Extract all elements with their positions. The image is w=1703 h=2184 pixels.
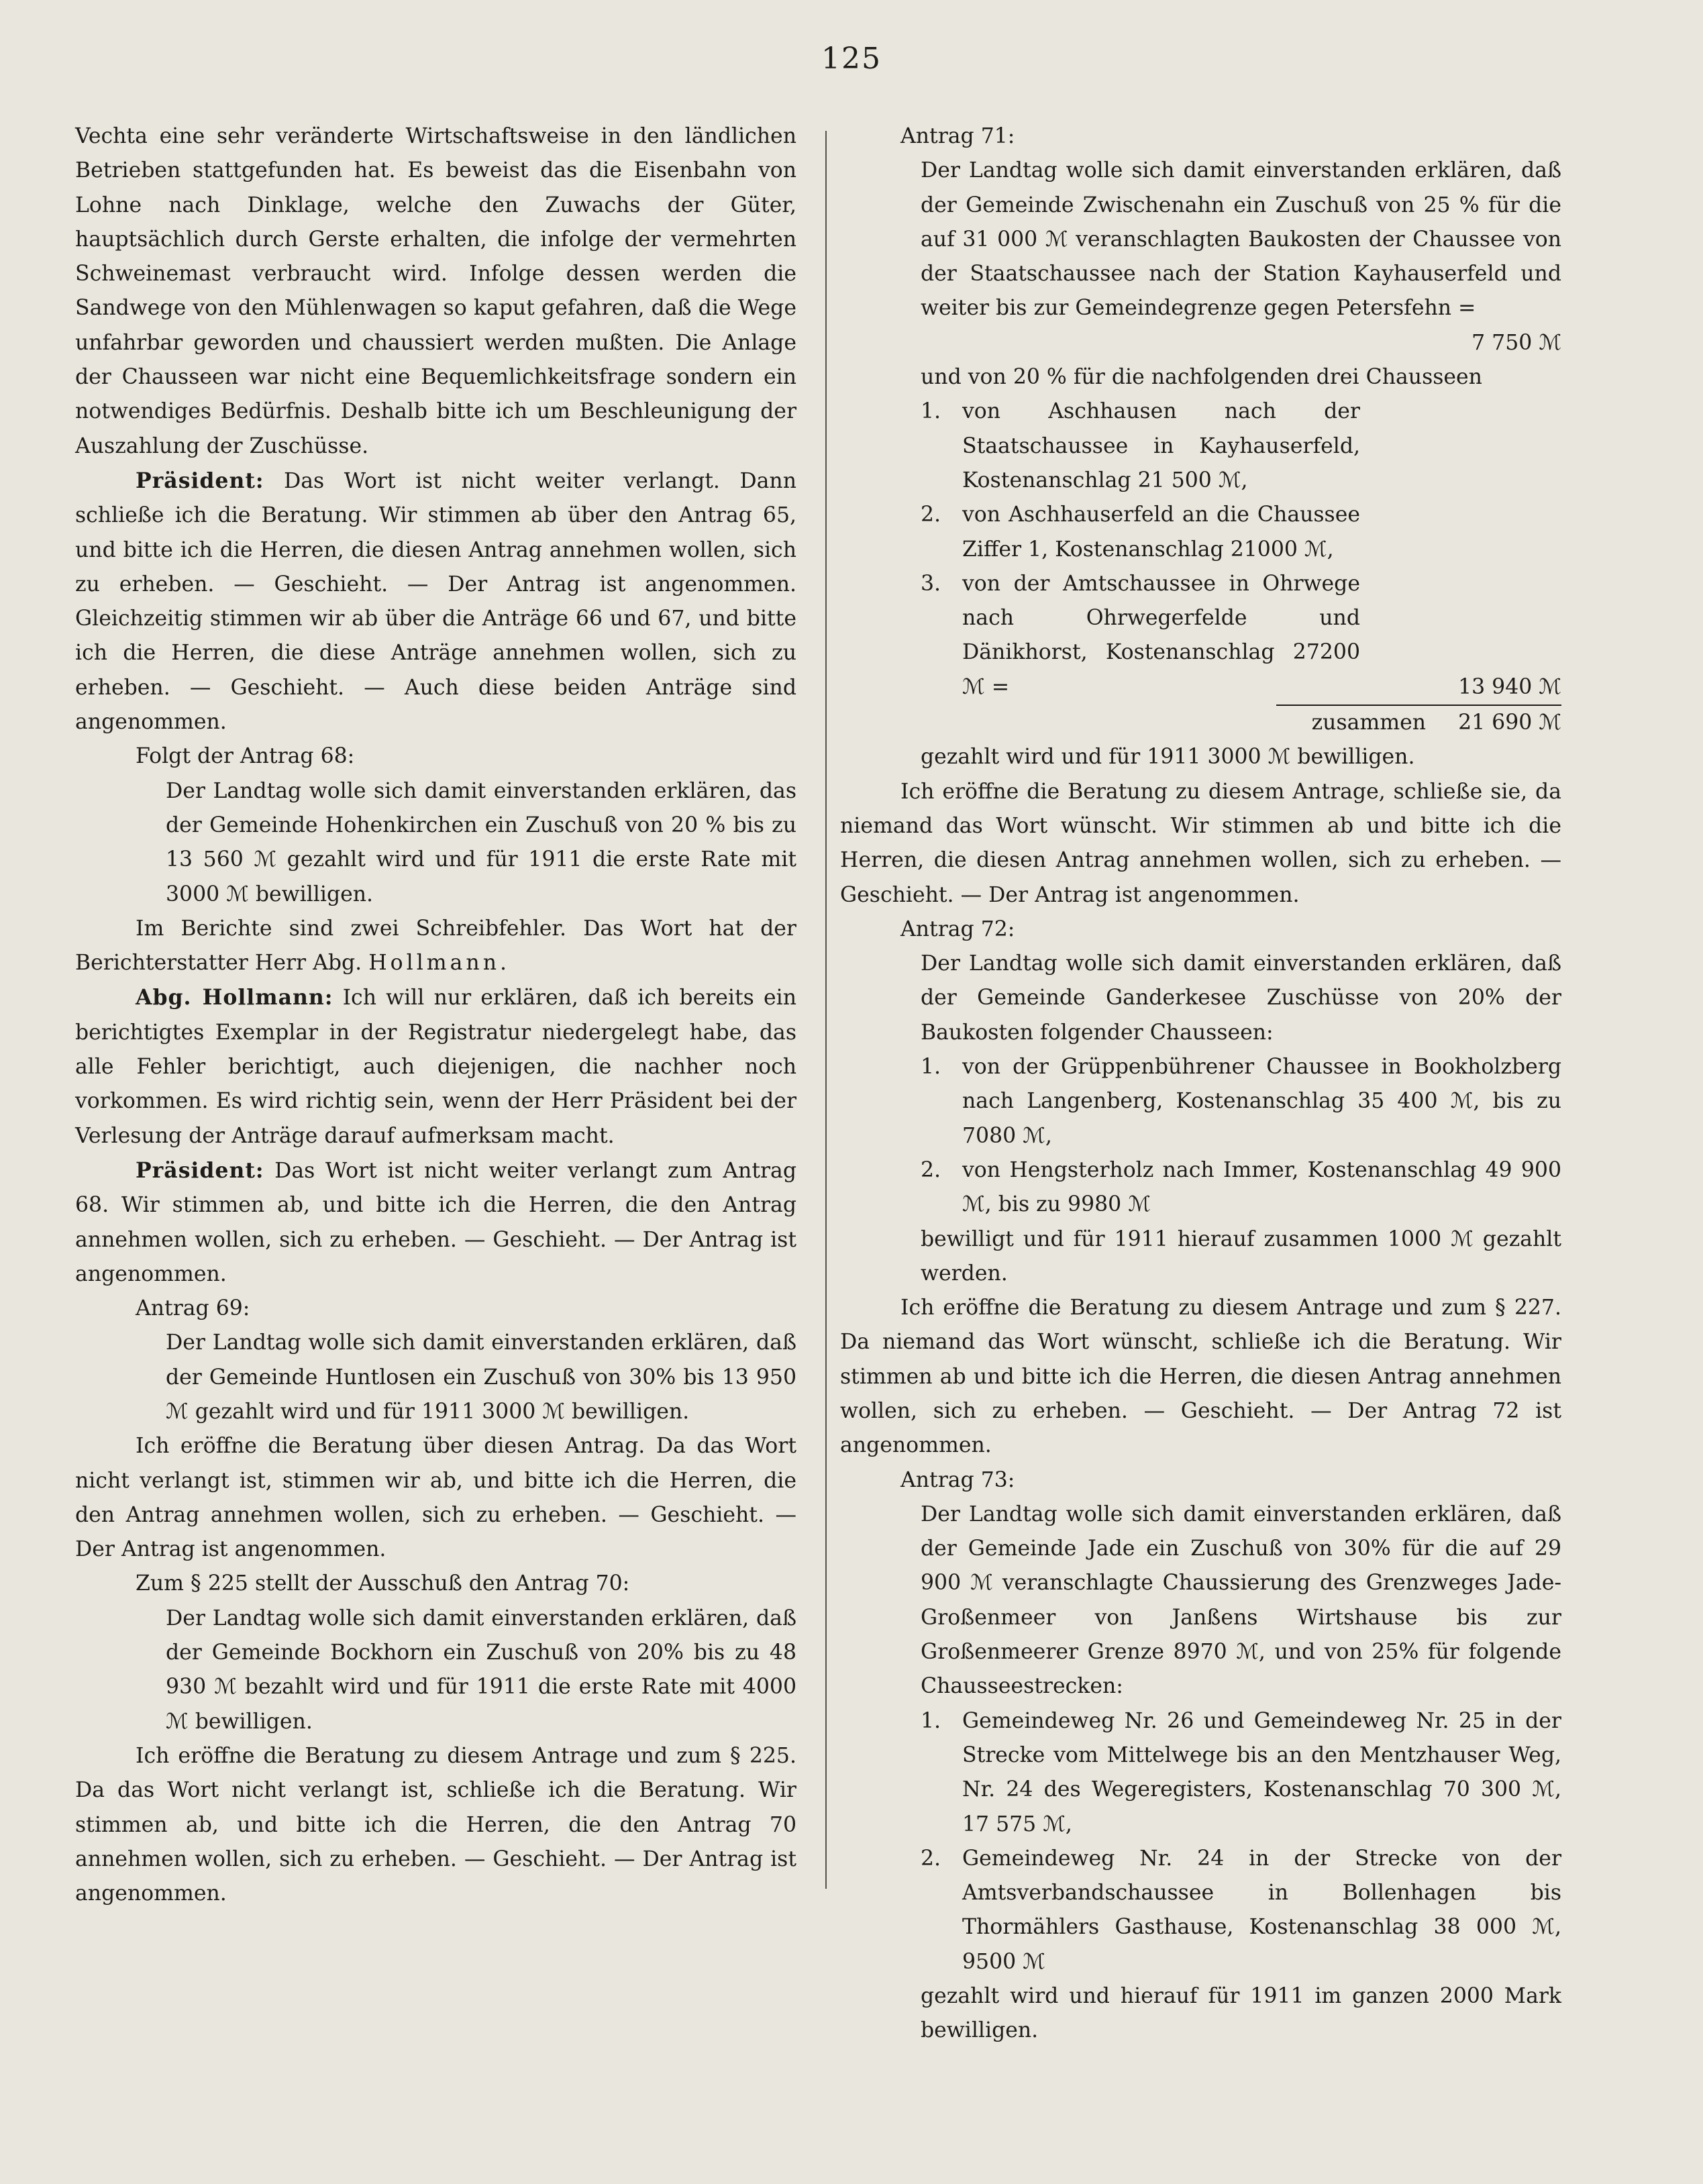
list-item	[921, 1050, 1561, 1153]
left-column	[75, 119, 796, 1911]
item-text: Gemeindeweg Nr. 24 in der Strecke von der Amtsverbandschaussee in Bollenhagen bis Thormählers Gasthause, Kostenanschlag 38 000 ℳ, 9500 ℳ	[962, 1846, 1561, 1974]
motion-73-list	[921, 1704, 1561, 1979]
motion-72-end: bewilligt und für 1911 hierauf zusammen 1000 ℳ gezahlt werden.	[921, 1227, 1561, 1286]
item-text	[962, 567, 1561, 705]
motion-73-intro: Der Landtag wolle sich damit einverstanden erklären, daß der Gemeinde Jade ein Zuschuß von 30% für die auf 29 900 ℳ veranschlagte Chaussierung des Grenzweges Jade-Großenmeer von Janßens Wirtshause bis zur Großenmeerer Grenze 8970 ℳ, und von 25% für folgende Chausseestrecken:	[921, 1502, 1561, 1699]
folgt-antrag-68: Folgt der Antrag 68:	[136, 744, 355, 769]
item-text: von Hengsterholz nach Immer, Kostenanschlag 49 900 ℳ, bis zu 9980 ℳ	[962, 1157, 1561, 1217]
speech-text: Ich will nur erklären, daß ich bereits ein berichtigtes Exemplar in der Registratur niedergelegt habe, das alle Fehler berichtigt, auch diejenigen, die nachher noch vorkommen. Es wird richtig sein, wenn der Herr Präsident bei der Verlesung der Anträge darauf aufmerksam macht.	[75, 986, 796, 1148]
list-item	[921, 498, 1561, 567]
column-divider	[825, 131, 827, 1889]
list-item	[921, 395, 1561, 498]
total-line	[1276, 705, 1561, 740]
amount-value: 13 940 ℳ	[1458, 674, 1561, 699]
paragraph-vechta: Vechta eine sehr veränderte Wirtschaftsweise in den ländlichen Betrieben stattgefunden hat. Es beweist das die Eisenbahn von Lohne nach Dinklage, welche den Zuwachs der Güter, hauptsächlich durch Gerste erhalten, die infolge der vermehrten Schweinemast verbraucht wird. Infolge dessen werden die Sandwege von den Mühlenwagen so kaput gefahren, daß die Wege unfahrbar geworden und chaussiert werden mußten. Die Anlage der Chausseen war nicht eine Bequemlichkeitsfrage sondern ein notwendiges Bedürfnis. Deshalb bitte ich um Beschleunigung der Auszahlung der Zuschüsse.	[75, 124, 796, 458]
page-number: 125	[821, 42, 882, 76]
antrag-73-label: Antrag 73:	[900, 1467, 1015, 1492]
bericht-end: .	[500, 951, 507, 976]
item-number: 1.	[921, 1708, 941, 1733]
item-number: 2.	[921, 1846, 941, 1871]
motion-71	[840, 154, 1561, 774]
motion-72	[840, 947, 1561, 1291]
antrag-69-label: Antrag 69:	[136, 1296, 250, 1321]
speaker-label: Präsident:	[136, 468, 264, 493]
item-number: 1.	[921, 399, 941, 424]
item-number: 2.	[921, 1157, 941, 1182]
motion-71-list	[921, 395, 1561, 705]
motion-73	[840, 1498, 1561, 2048]
paragraph-praesident-2	[75, 1153, 796, 1292]
item-number: 3.	[921, 571, 941, 596]
motion-text-69: Der Landtag wolle sich damit einverstanden erklären, daß der Gemeinde Huntlosen ein Zuschuß von 30% bis 13 950 ℳ gezahlt wird und für 1911 3000 ℳ bewilligen.	[166, 1331, 796, 1424]
motion-71-intro: Der Landtag wolle sich damit einverstanden erklären, daß der Gemeinde Zwischenahn ein Zuschuß von 25 % für die auf 31 000 ℳ veranschlagten Baukosten der Chaussee von der Staatschaussee nach der Station Kayhauserfeld und weiter bis zur Gemeindegrenze gegen Petersfehn =	[921, 158, 1561, 321]
paragraph-beratung-72: Ich eröffne die Beratung zu diesem Antrage und zum § 227. Da niemand das Wort wünscht, schließe ich die Beratung. Wir stimmen ab und bitte ich die Herren, die diesen Antrag annehmen wollen, sich zu erheben. — Geschieht. — Der Antrag 72 ist angenommen.	[840, 1296, 1561, 1458]
motion-text-71	[921, 154, 1561, 325]
paragraph-bericht	[75, 912, 796, 981]
item-text: Gemeindeweg Nr. 26 und Gemeindeweg Nr. 25 in der Strecke vom Mittelwege bis an den Mentzhauser Weg, Nr. 24 des Wegeregisters, Kostenanschlag 70 300 ℳ, 17 575 ℳ,	[962, 1708, 1561, 1836]
item-text: von Aschhauserfeld an die Chaussee Ziffer 1, Kostenanschlag 21000 ℳ,	[962, 503, 1360, 562]
list-item	[921, 1153, 1561, 1223]
paragraph-beratung-70: Ich eröffne die Beratung zu diesem Antrage und zum § 225. Da das Wort nicht verlangt ist, schließe ich die Beratung. Wir stimmen ab, und bitte ich die Herren, die den Antrag 70 annehmen wollen, sich zu erheben. — Geschieht. — Der Antrag ist angenommen.	[75, 1743, 796, 1906]
paragraph-hollmann	[75, 980, 796, 1153]
paragraph-praesident-1	[75, 464, 796, 739]
motion-73-end: gezahlt wird und hierauf für 1911 im ganzen 2000 Mark bewilligen.	[921, 1984, 1561, 2043]
list-item	[921, 1704, 1561, 1842]
speaker-label: Präsident:	[136, 1157, 264, 1183]
motion-72-list	[921, 1050, 1561, 1222]
antrag-71-label: Antrag 71:	[900, 124, 1015, 148]
motion-text-68: Der Landtag wolle sich damit einverstanden erklären, das der Gemeinde Hohenkirchen ein Zuschuß von 20 % bis zu 13 560 ℳ gezahlt wird und für 1911 die erste Rate mit 3000 ℳ bewilligen.	[166, 778, 796, 906]
item-text: von Aschhausen nach der Staatschaussee in Kayhauserfeld, Kostenanschlag 21 500 ℳ,	[962, 399, 1360, 492]
amount-line	[921, 326, 1561, 360]
bericht-text: Im Berichte sind zwei Schreibfehler. Das Wort hat der Berichterstatter Herr Abg.	[75, 916, 796, 976]
reporter-name: Hollmann	[368, 951, 500, 976]
total-label: zusammen	[1311, 711, 1427, 735]
item-number: 1.	[921, 1055, 941, 1080]
speaker-label: Abg. Hollmann:	[136, 985, 333, 1010]
speech-text: Das Wort ist nicht weiter verlangt zum Antrag 68. Wir stimmen ab, und bitte ich die Herren, die den Antrag annehmen wollen, sich zu erheben. — Geschieht. — Der Antrag ist angenommen.	[75, 1158, 796, 1286]
item-text: von der Grüppenbührener Chaussee in Bookholzberg nach Langenberg, Kostenanschlag 35 400 ℳ, bis zu 7080 ℳ,	[962, 1055, 1561, 1148]
paragraph-beratung-71: Ich eröffne die Beratung zu diesem Antrage, schließe sie, da niemand das Wort wünscht. Wir stimmen ab und bitte ich die Herren, die diesen Antrag annehmen wollen, sich zu erheben. — Geschieht. — Der Antrag ist angenommen.	[840, 779, 1561, 907]
paragraph-zum-225: Zum § 225 stellt der Ausschuß den Antrag 70:	[136, 1571, 630, 1596]
item-text-body: von der Amtschaussee in Ohrwege nach Ohrwegerfelde und Dänikhorst, Kostenanschlag 27200 ℳ =	[962, 571, 1360, 699]
list-item	[921, 1842, 1561, 1979]
paragraph-beratung-69: Ich eröffne die Beratung über diesen Antrag. Da das Wort nicht verlangt ist, stimmen wir ab, und bitte ich die Herren, die den Antrag annehmen wollen, sich zu erheben. — Geschieht. — Der Antrag ist angenommen.	[75, 1434, 796, 1562]
antrag-72-label: Antrag 72:	[900, 917, 1015, 941]
motion-71-end: gezahlt wird und für 1911 3000 ℳ bewilligen.	[921, 745, 1415, 770]
speech-text: Das Wort ist nicht weiter verlangt. Dann schließe ich die Beratung. Wir stimmen ab über den Antrag 65, und bitte ich die Herren, die diesen Antrag annehmen wollen, sich zu erheben. — Geschieht. — Der Antrag ist angenommen. Gleichzeitig stimmen wir ab über die Anträge 66 und 67, und bitte ich die Herren, die diese Anträge annehmen wollen, sich zu erheben. — Geschieht. — Auch diese beiden Anträge sind angenommen.	[75, 468, 796, 735]
motion-71-mid: und von 20 % für die nachfolgenden drei Chausseen	[921, 365, 1482, 390]
motion-72-intro: Der Landtag wolle sich damit einverstanden erklären, daß der Gemeinde Ganderkesee Zuschüsse von 20% der Baukosten folgender Chausseen:	[921, 951, 1561, 1045]
total-value: 21 690 ℳ	[1458, 711, 1561, 735]
right-column	[840, 119, 1561, 2048]
list-item	[921, 567, 1561, 705]
motion-text-70: Der Landtag wolle sich damit einverstanden erklären, daß der Gemeinde Bockhorn ein Zuschuß von 20% bis zu 48 930 ℳ bezahlt wird und für 1911 die erste Rate mit 4000 ℳ bewilligen.	[166, 1606, 796, 1734]
amount-value: 7 750 ℳ	[1472, 330, 1561, 355]
item-number: 2.	[921, 503, 941, 527]
